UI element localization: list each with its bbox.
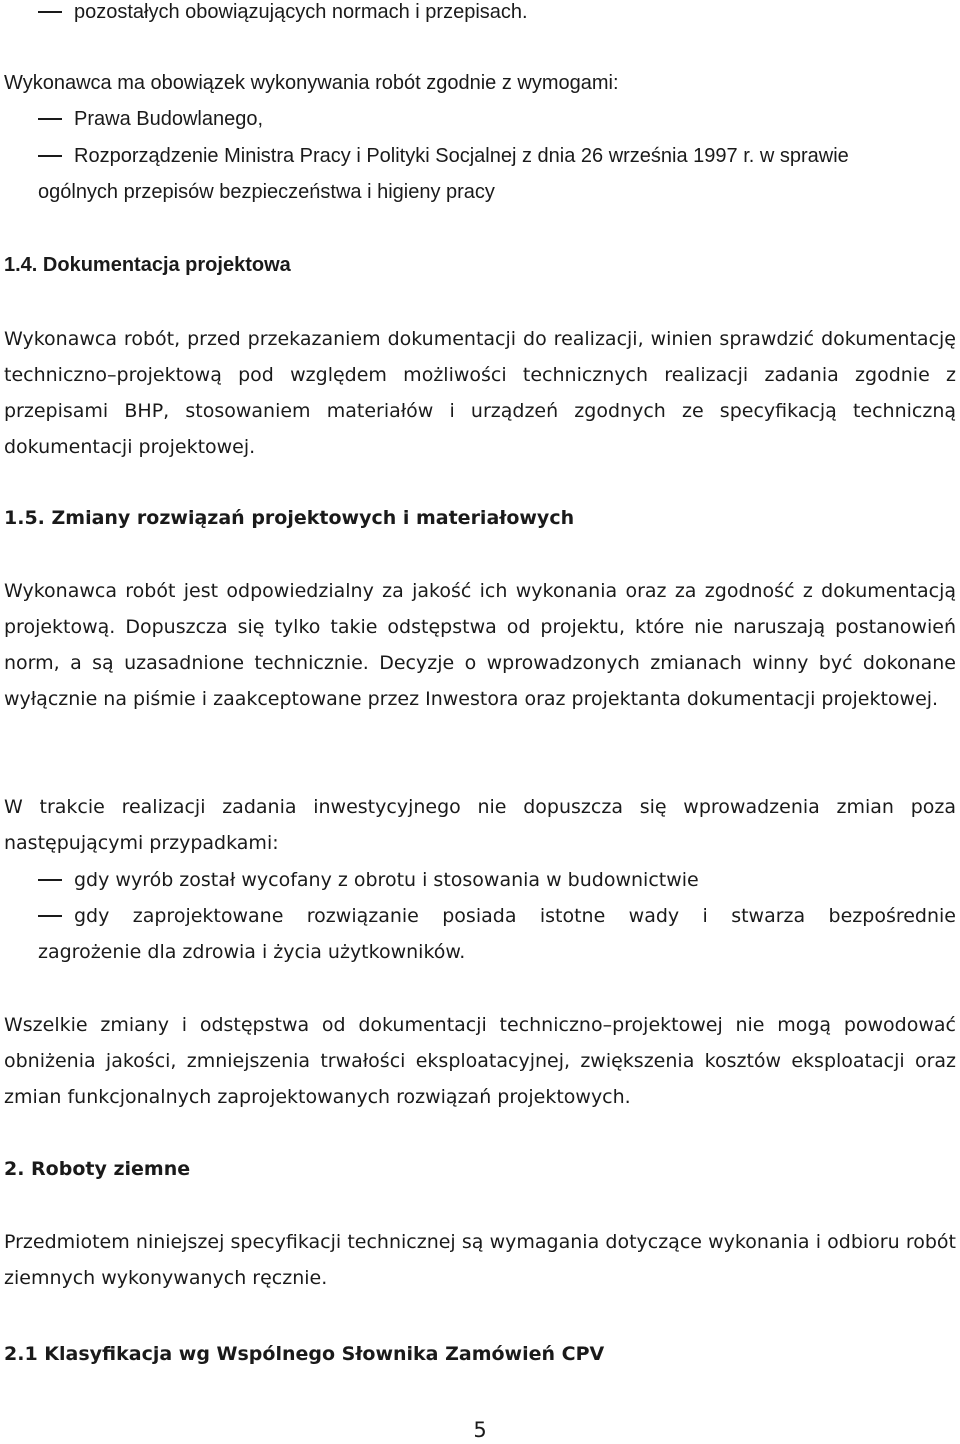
duties-item-regulation (4, 138, 956, 210)
section-heading-2: 2. Roboty ziemne (4, 1158, 191, 1180)
list-item-text-line1: Rozporządzenie Ministra Pracy i Polityki Socjalnej z dnia 26 września 1997 r. w sprawie (74, 145, 849, 167)
dash-bullet (38, 118, 62, 120)
list-item-text-line1: gdy zaprojektowane rozwiązanie posiada istotne wady i stwarza bezpośrednie (74, 905, 956, 927)
page-number: 5 (473, 1418, 487, 1442)
section-1-5-paragraph-2: W trakcie realizacji zadania inwestycyjnego nie dopuszcza się wprowadzenia zmian poza następującymi przypadkami: (4, 796, 956, 854)
list-item-regulations (4, 0, 956, 30)
list-item-text: Prawa Budowlanego, (74, 108, 264, 130)
exception-item-withdrawn (4, 862, 956, 898)
section-heading-2-1: 2.1 Klasyfikacja wg Wspólnego Słownika Zamówień CPV (4, 1343, 605, 1365)
section-1-4-paragraph: Wykonawca robót, przed przekazaniem dokumentacji do realizacji, winien sprawdzić dokumentację techniczno–projektową pod względem możliwości technicznych realizacji zadania zgodnie z przepisami BHP, stosowaniem materiałów i urządzeń zgodnych ze specyfikacją techniczną dokumentacji projektowej. (4, 328, 956, 458)
section-2-paragraph: Przedmiotem niniejszej specyfikacji technicznej są wymagania dotyczące wykonania i odbioru robót ziemnych wykonywanych ręcznie. (4, 1231, 956, 1289)
dash-bullet (38, 915, 62, 917)
section-1-5-paragraph-3: Wszelkie zmiany i odstępstwa od dokumentacji techniczno–projektowej nie mogą powodować obniżenia jakości, zmniejszenia trwałości eksploatacyjnej, zwiększenia kosztów eksploatacji oraz zmian funkcjonalnych zaprojektowanych rozwiązań projektowych. (4, 1014, 956, 1108)
duties-item-building-law (4, 101, 956, 137)
dash-bullet (38, 11, 62, 13)
section-heading-1-5: 1.5. Zmiany rozwiązań projektowych i materiałowych (4, 507, 575, 529)
list-item-text: gdy wyrób został wycofany z obrotu i stosowania w budownictwie (74, 869, 699, 891)
list-item-text-line2: ogólnych przepisów bezpieczeństwa i higieny pracy (38, 181, 495, 203)
dash-bullet (38, 879, 62, 881)
exception-item-defects (4, 898, 956, 970)
section-1-5-paragraph-1: Wykonawca robót jest odpowiedzialny za jakość ich wykonania oraz za zgodność z dokumentacją projektową. Dopuszcza się tylko takie odstępstwa od projektu, które nie naruszają postanowień norm, a są uzasadnione technicznie. Decyzje o wprowadzonych zmianach winny być dokonane wyłącznie na piśmie i zaakceptowane przez Inwestora oraz projektanta dokumentacji projektowej. (4, 580, 956, 710)
list-item-text-line2: zagrożenie dla zdrowia i życia użytkowników. (38, 941, 466, 963)
list-item-text: pozostałych obowiązujących normach i przepisach. (74, 1, 528, 23)
duties-intro: Wykonawca ma obowiązek wykonywania robót zgodnie z wymogami: (4, 72, 619, 94)
section-heading-1-4: 1.4. Dokumentacja projektowa (4, 254, 291, 276)
dash-bullet (38, 155, 62, 157)
